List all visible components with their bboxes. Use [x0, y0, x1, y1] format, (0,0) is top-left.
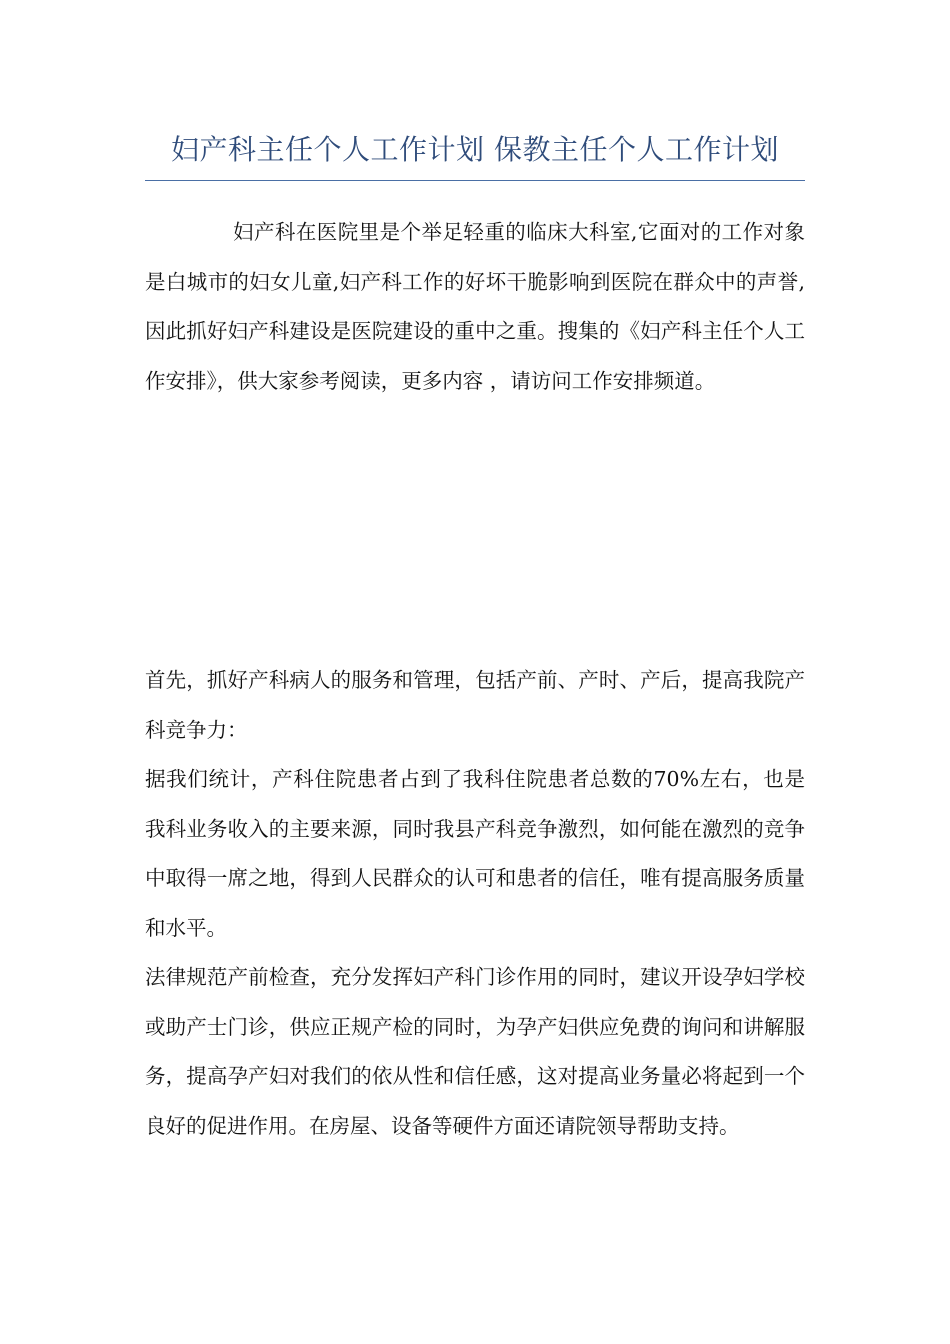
paragraph-2: 据我们统计，产科住院患者占到了我科住院患者总数的70%左右，也是我科业务收入的主要来源，同时我县产科竞争激烈，如何能在激烈的竞争中取得一席之地，得到人民群众的认可和患者的信任，唯有提高服务质量和水平。 — [145, 767, 805, 940]
paragraph-3: 法律规范产前检查，充分发挥妇产科门诊作用的同时，建议开设孕妇学校或助产士门诊，供应正规产检的同时，为孕产妇供应免费的询问和讲解服务，提高孕产妇对我们的依从性和信任感，这对提高业务量必将起到一个良好的促进作用。在房屋、设备等硬件方面还请院领导帮助支持。 — [145, 965, 805, 1138]
paragraph-1: 首先，抓好产科病人的服务和管理，包括产前、产时、产后，提高我院产科竞争力： — [145, 668, 805, 742]
document-title: 妇产科主任个人工作计划 保教主任个人工作计划 — [171, 133, 779, 166]
title-underline — [145, 180, 805, 181]
body-section — [145, 656, 805, 1151]
intro-paragraph: 妇产科在医院里是个举足轻重的临床大科室,它面对的工作对象是白城市的妇女儿童,妇产科工作的好坏干脆影响到医院在群众中的声誉,因此抓好妇产科建设是医院建设的重中之重。搜集的《妇产科主任个人工作安排》，供大家参考阅读，更多内容 ，请访问工作安排频道。 — [145, 220, 805, 393]
